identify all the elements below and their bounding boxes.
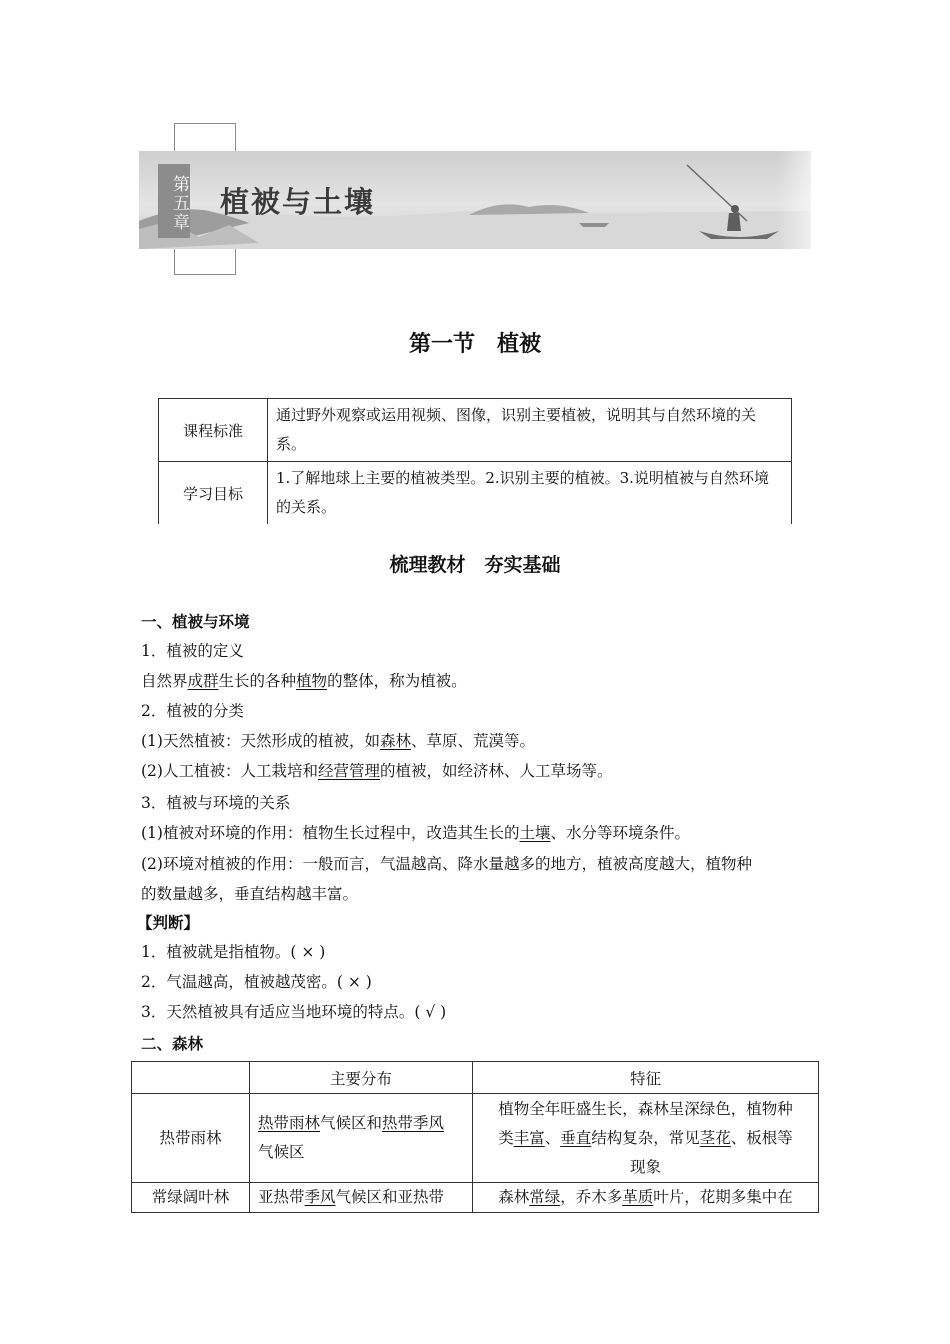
table-row: [159, 399, 792, 462]
definition-text: 自然界成群生长的各种植物的整体，称为植被。: [141, 672, 467, 690]
relation-heading: 3．植被与环境的关系: [141, 794, 291, 812]
column-header: 特征: [473, 1062, 819, 1094]
column-header: 主要分布: [250, 1062, 473, 1094]
natural-vegetation-text: (1)天然植被：天然形成的植被，如森林、草原、荒漠等。: [141, 732, 535, 750]
artificial-vegetation-text: (2)人工植被：人工栽培和经营管理的植被，如经济林、人工草场等。: [141, 762, 613, 780]
judge-item: 1．植被就是指植物。( × ): [141, 943, 326, 961]
relation-1-text: (1)植被对环境的作用：植物生长过程中，改造其生长的土壤、水分等环境条件。: [141, 824, 690, 842]
part1-heading: 一、植被与环境: [141, 613, 250, 631]
chapter-title: 植被与土壤: [220, 185, 376, 219]
chapter-tag: 第五章: [158, 164, 190, 238]
table-row: [159, 462, 792, 525]
section-title: 第一节 植被: [408, 332, 541, 357]
column-header: [132, 1062, 250, 1094]
table-row: [132, 1094, 819, 1183]
goal-text: 1.了解地球上主要的植被类型。2.识别主要的植被。3.说明植被与自然环境的关系。: [268, 462, 792, 525]
goal-head: 学习目标: [159, 462, 268, 525]
relation-2-line-2: 的数量越多，垂直结构越丰富。: [141, 885, 359, 903]
standard-text: 通过野外观察或运用视频、图像，识别主要植被，说明其与自然环境的关系。: [268, 399, 792, 462]
judge-item: 2．气温越高，植被越茂密。( × ): [141, 973, 372, 991]
judge-item: 3．天然植被具有适应当地环境的特点。( √ ): [141, 1003, 447, 1021]
forest-table: [131, 1061, 819, 1213]
forest-type: 常绿阔叶林: [132, 1183, 250, 1213]
judge-heading: 【判断】: [137, 914, 200, 932]
relation-2-line-1: (2)环境对植被的作用：一般而言，气温越高、降水量越多的地方，植被高度越大，植物种: [141, 855, 752, 873]
forest-distribution: 亚热带季风气候区和亚热带: [250, 1183, 473, 1213]
forest-feature: 森林常绿，乔木多革质叶片，花期多集中在: [473, 1183, 819, 1213]
forest-type: 热带雨林: [132, 1094, 250, 1183]
standards-table: [158, 398, 792, 524]
table-header-row: [132, 1062, 819, 1094]
definition-heading: 1．植被的定义: [141, 642, 244, 660]
forest-distribution: 热带雨林气候区和热带季风 气候区: [250, 1094, 473, 1183]
forest-feature: 植物全年旺盛生长，森林呈深绿色，植物种 类丰富、垂直结构复杂，常见茎花、板根等 现象: [473, 1094, 819, 1183]
standard-head: 课程标准: [159, 399, 268, 462]
classification-heading: 2．植被的分类: [141, 702, 244, 720]
part2-heading: 二、森林: [141, 1035, 204, 1053]
sub-title: 梳理教材 夯实基础: [389, 554, 561, 576]
table-row: [132, 1183, 819, 1213]
